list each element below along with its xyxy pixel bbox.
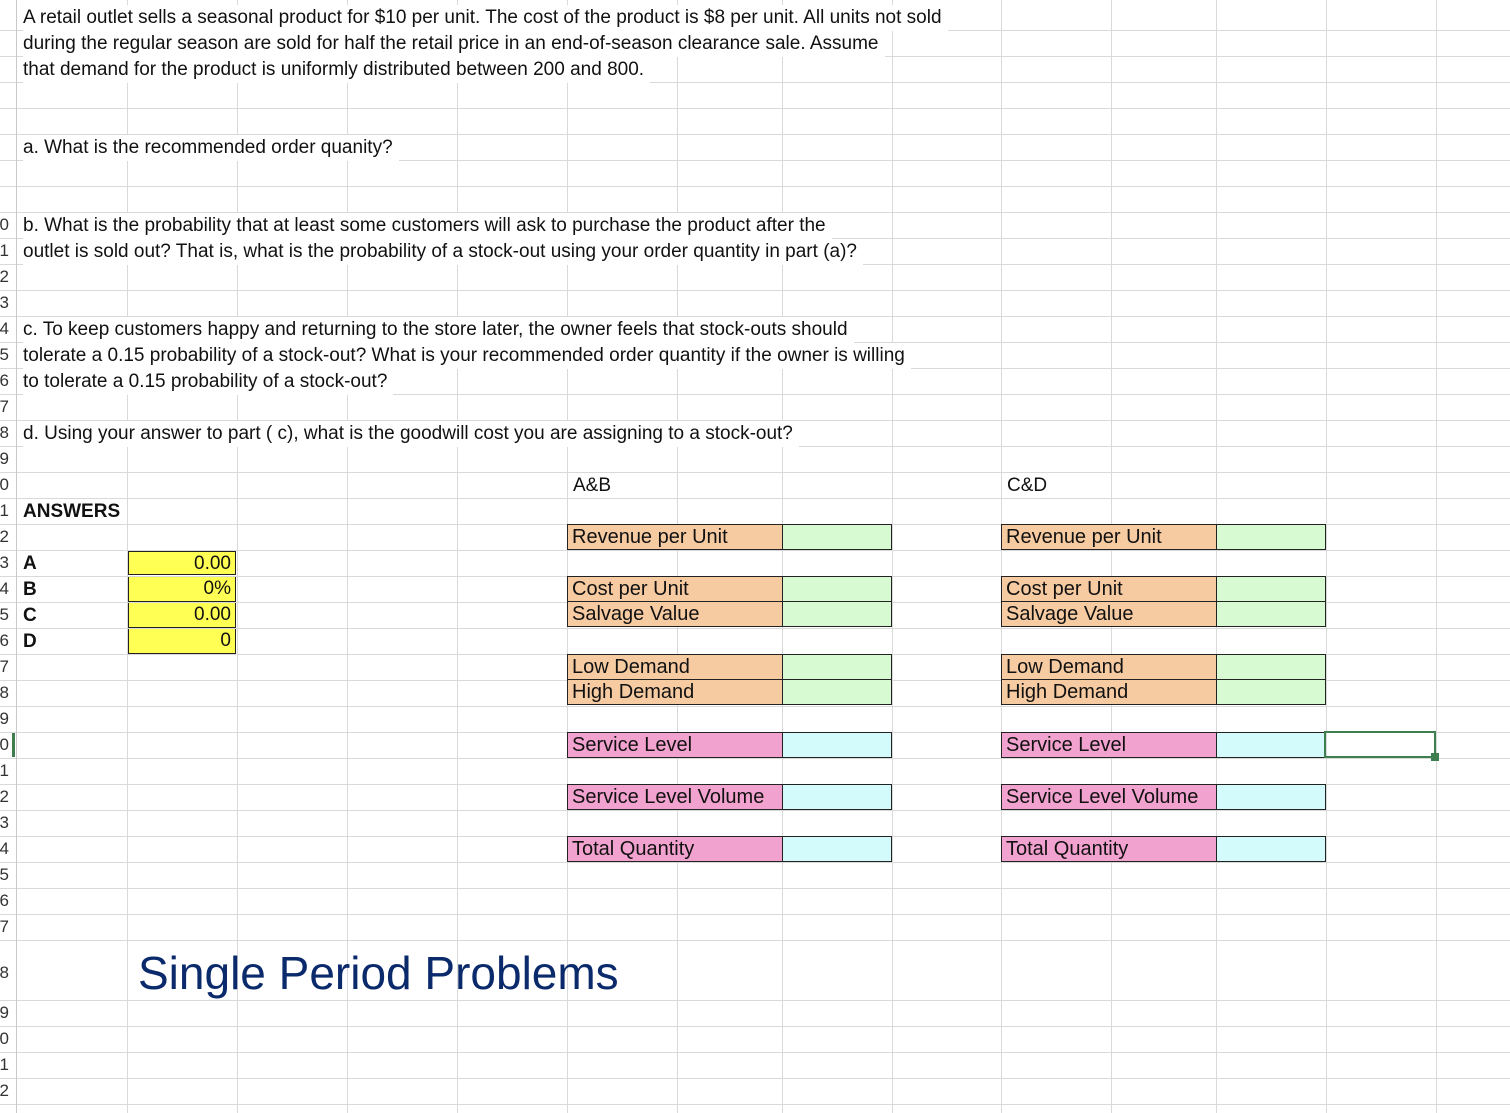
gridline	[892, 0, 893, 1113]
cd-salvage-input[interactable]	[1217, 601, 1326, 627]
ab-high-demand-label: High Demand	[567, 679, 783, 705]
answer-cell-c[interactable]	[128, 603, 236, 628]
row-header[interactable]: 2	[0, 787, 9, 806]
row-header[interactable]: 2	[0, 527, 9, 546]
question-c-line-3: to tolerate a 0.15 probability of a stock-out?	[23, 369, 393, 395]
gridline	[0, 888, 1510, 889]
ab-service-volume-output[interactable]	[783, 784, 892, 810]
row-header[interactable]: 6	[0, 891, 9, 910]
gridline	[0, 1026, 1510, 1027]
problem-text-line-1: A retail outlet sells a seasonal product for $10 per unit. The cost of the product is $8 per unit. All units not sold	[23, 5, 948, 31]
ab-total-quantity-label: Total Quantity	[567, 836, 783, 862]
answer-label-c: C	[23, 605, 37, 626]
row-header[interactable]: 1	[0, 501, 9, 520]
cd-cost-input[interactable]	[1217, 576, 1326, 602]
answer-label-b: B	[23, 579, 37, 600]
question-c-line-1: c. To keep customers happy and returning to the store later, the owner feels that stock-outs should	[23, 317, 854, 343]
gridline	[1326, 0, 1327, 1113]
cd-service-level-output[interactable]	[1217, 732, 1326, 758]
gridline	[0, 108, 1510, 109]
cd-low-demand-input[interactable]	[1217, 654, 1326, 680]
cd-high-demand-label: High Demand	[1001, 679, 1217, 705]
problem-text-line-2: during the regular season are sold for half the retail price in an end-of-season clearance sale. Assume	[23, 31, 885, 57]
answer-value-c: 0.00	[194, 604, 231, 625]
gridline	[0, 706, 1510, 707]
gridline	[0, 914, 1510, 915]
question-b-line-1: b. What is the probability that at least some customers will ask to purchase the product after the	[23, 213, 832, 239]
row-header[interactable]: 4	[0, 319, 9, 338]
section-title-cd: C&D	[1007, 475, 1048, 496]
gridline	[0, 472, 1510, 473]
cd-high-demand-input[interactable]	[1217, 679, 1326, 705]
gridline	[0, 1104, 1510, 1105]
row-header[interactable]: 8	[0, 963, 9, 982]
cd-service-volume-label: Service Level Volume	[1001, 784, 1217, 810]
gridline	[0, 290, 1510, 291]
row-header[interactable]: 3	[0, 553, 9, 572]
gridline	[0, 758, 1510, 759]
gridline	[782, 0, 783, 1113]
cd-cost-label: Cost per Unit	[1001, 576, 1217, 602]
answer-value-d: 0	[220, 630, 231, 651]
ab-low-demand-label: Low Demand	[567, 654, 783, 680]
sheet-title: Single Period Problems	[138, 947, 619, 999]
row-header[interactable]: 0	[0, 1029, 9, 1048]
question-a: a. What is the recommended order quanity?	[23, 135, 399, 161]
gridline	[1216, 0, 1217, 1113]
answer-value-a: 0.00	[194, 553, 231, 574]
answer-label-d: D	[23, 631, 37, 652]
ab-total-quantity-output[interactable]	[783, 836, 892, 862]
gridline	[1111, 0, 1112, 1113]
row-header[interactable]: 4	[0, 839, 9, 858]
gridline	[0, 810, 1510, 811]
row-header[interactable]: 1	[0, 761, 9, 780]
ab-salvage-label: Salvage Value	[567, 601, 783, 627]
ab-service-level-label: Service Level	[567, 732, 783, 758]
row-header[interactable]: 9	[0, 1003, 9, 1022]
row-header[interactable]: 7	[0, 397, 9, 416]
gridline	[1001, 0, 1002, 1113]
ab-cost-label: Cost per Unit	[567, 576, 783, 602]
cd-total-quantity-label: Total Quantity	[1001, 836, 1217, 862]
cd-service-level-label: Service Level	[1001, 732, 1217, 758]
ab-high-demand-input[interactable]	[783, 679, 892, 705]
gridline	[0, 186, 1510, 187]
row-header[interactable]: 0	[0, 735, 9, 754]
selected-cell[interactable]	[1324, 731, 1436, 758]
gridline	[0, 498, 1510, 499]
gridline	[0, 940, 1510, 941]
row-header[interactable]: 9	[0, 449, 9, 468]
row-header[interactable]: 6	[0, 631, 9, 650]
answers-heading: ANSWERS	[23, 501, 121, 522]
row-header[interactable]: 8	[0, 423, 9, 442]
row-header[interactable]: 5	[0, 865, 9, 884]
gridline	[0, 1052, 1510, 1053]
fill-handle[interactable]	[1431, 753, 1439, 761]
ab-salvage-input[interactable]	[783, 601, 892, 627]
row-header[interactable]: 1	[0, 241, 9, 260]
cd-revenue-label: Revenue per Unit	[1001, 524, 1217, 550]
gridline	[677, 0, 678, 1113]
ab-low-demand-input[interactable]	[783, 654, 892, 680]
question-b-line-2: outlet is sold out? That is, what is the probability of a stock-out using your order quantity in part (a)?	[23, 239, 863, 265]
row-header[interactable]: 0	[0, 215, 9, 234]
row-header[interactable]: 6	[0, 371, 9, 390]
row-header[interactable]: 3	[0, 813, 9, 832]
answer-label-a: A	[23, 553, 37, 574]
ab-revenue-input[interactable]	[783, 524, 892, 550]
row-header[interactable]: 9	[0, 709, 9, 728]
row-header[interactable]: 7	[0, 657, 9, 676]
section-title-ab: A&B	[573, 475, 612, 496]
row-header[interactable]: 3	[0, 293, 9, 312]
row-header[interactable]: 2	[0, 1081, 9, 1100]
gridline	[1436, 0, 1437, 1113]
gridline	[0, 1078, 1510, 1079]
gridline	[0, 862, 1510, 863]
ab-service-level-output[interactable]	[783, 732, 892, 758]
ab-service-volume-label: Service Level Volume	[567, 784, 783, 810]
ab-revenue-label: Revenue per Unit	[567, 524, 783, 550]
row-header-border	[16, 0, 17, 1113]
answer-cell-d[interactable]	[128, 629, 236, 654]
row-header[interactable]: 2	[0, 267, 9, 286]
answer-value-b: 0%	[203, 578, 231, 599]
row-header[interactable]: 5	[0, 605, 9, 624]
ab-cost-input[interactable]	[783, 576, 892, 602]
problem-text-line-3: that demand for the product is uniformly distributed between 200 and 800.	[23, 57, 650, 83]
row-header[interactable]: 4	[0, 579, 9, 598]
question-c-line-2: tolerate a 0.15 probability of a stock-out? What is your recommended order quantity if the owner is willing	[23, 343, 911, 369]
row-header[interactable]: 5	[0, 345, 9, 364]
question-d: d. Using your answer to part ( c), what is the goodwill cost you are assigning to a stock-out?	[23, 421, 799, 447]
row-header[interactable]: 7	[0, 917, 9, 936]
cd-revenue-input[interactable]	[1217, 524, 1326, 550]
row-header[interactable]: 1	[0, 1055, 9, 1074]
cd-low-demand-label: Low Demand	[1001, 654, 1217, 680]
cd-salvage-label: Salvage Value	[1001, 601, 1217, 627]
row-header[interactable]: 8	[0, 683, 9, 702]
cd-total-quantity-output[interactable]	[1217, 836, 1326, 862]
cd-service-volume-output[interactable]	[1217, 784, 1326, 810]
row-header[interactable]: 0	[0, 475, 9, 494]
answer-cell-b[interactable]	[128, 577, 236, 602]
active-row-indicator	[12, 733, 15, 757]
answer-cell-a[interactable]	[128, 551, 236, 575]
